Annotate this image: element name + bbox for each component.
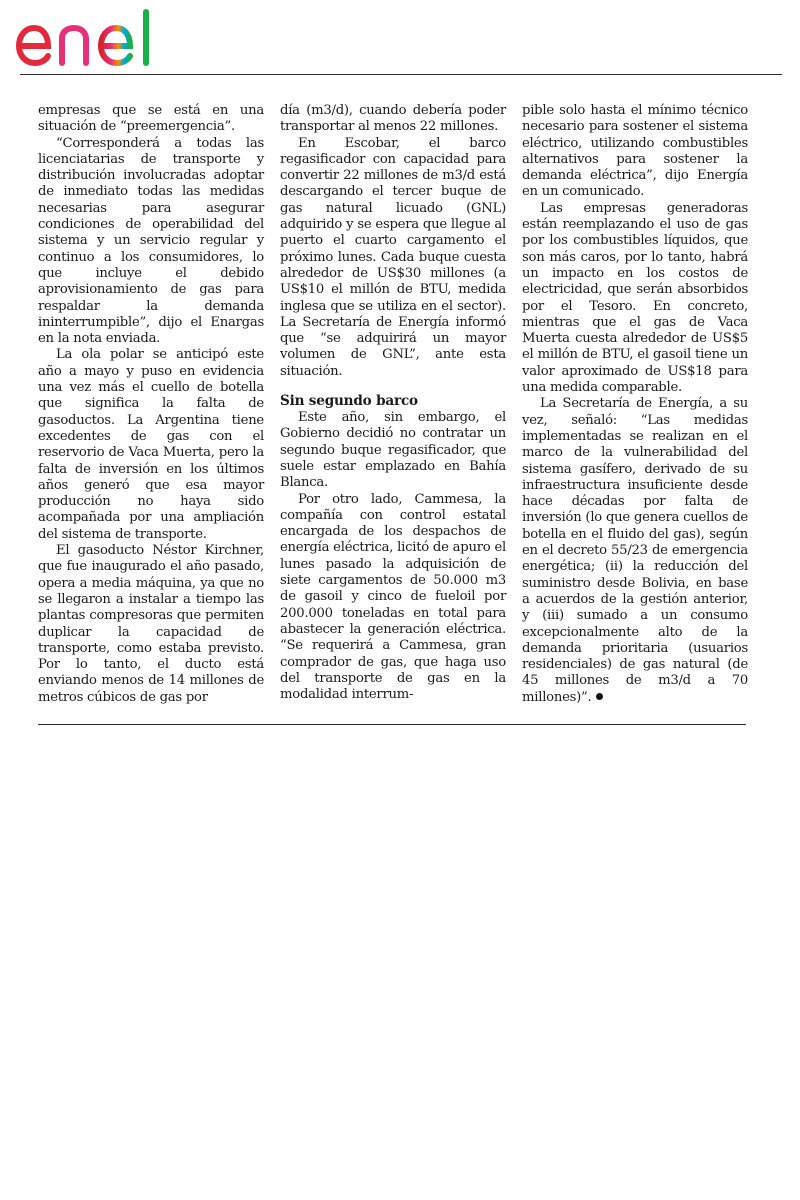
paragraph — [522, 396, 748, 706]
column-3 — [522, 103, 748, 706]
paragraph: Este año, sin embargo, el Gobierno decidió no contratar un segundo buque regasificador, que suele estar emplazado en Bahía Blanca. — [280, 410, 506, 491]
paragraph: Por otro lado, Cammesa, la compañía con control estatal encargada de los despachos de energía eléctrica, licitó de apuro el lunes pasado la adquisición de siete cargamentos de 50.000 m3 de gasoil y cinco de fueloil por 200.000 toneladas en total para abastecer la generación eléctrica. “Se requerirá a Cammesa, gran comprador de gas, que haga uso del transporte de gas en la modalidad interrum- — [280, 491, 506, 703]
paragraph: La ola polar se anticipó este año a mayo y puso en evidencia una vez más el cuello de botella que significa la falta de gasoductos. La Argentina tiene excedentes de gas con el reservorio de Vaca Muerta, pero la falta de inversión en los últimos años generó que esa mayor producción no haya sido acompañada por una ampliación del sistema de transporte. — [38, 347, 264, 542]
paragraph: “Corresponderá a todas las licenciatarias de transporte y distribución involucradas adoptar de inmediato todas las medidas necesarias para asegurar condiciones de operabilidad del sistema y un servicio regular y continuo a los consumidores, lo que incluye el debido aprovisionamiento de gas para respaldar la demanda ininterrumpible”, dijo el Enargas en la nota enviada. — [38, 135, 264, 347]
article-body — [38, 103, 748, 705]
column-1 — [38, 103, 264, 706]
column-2 — [280, 103, 506, 703]
subheading: Sin segundo barco — [280, 393, 418, 410]
header-divider — [20, 74, 782, 75]
paragraph: En Escobar, el barco regasificador con capacidad para convertir 22 millones de m3/d está descargando el tercer buque de gas natural licuado (GNL) adquirido y se espera que llegue al puerto el cuarto cargamento el próximo lunes. Cada buque cuesta alrededor de US$30 millones (a US$10 el millón de BTU, medida inglesa que se utiliza en el sector). La Secretaría de Energía informó que “se adquirirá un mayor volumen de GNL”, ante esta situación. — [280, 135, 506, 379]
paragraph: día (m3/d), cuando debería poder transportar al menos 22 millones. — [280, 103, 506, 135]
logo-text — [14, 6, 184, 68]
bottom-divider — [38, 724, 746, 725]
paragraph: Las empresas generadoras están reemplazando el uso de gas por los combustibles líquidos, que son más caros, por lo tanto, habrá un impacto en los costos de electricidad, que serán absorbidos por el Tesoro. En concreto, mientras que el gas de Vaca Muerta cuesta alrededor de US$5 el millón de BTU, el gasoil tiene un valor aproximado de US$18 para una medida comparable. — [522, 200, 748, 396]
enel-logo — [14, 6, 184, 68]
end-of-article-icon — [596, 693, 603, 700]
paragraph: El gasoducto Néstor Kirchner, que fue inaugurado el año pasado, opera a media máquina, ya que no se llegaron a instalar a tiempo las plantas compresoras que permiten duplicar la capacidad de transporte, como estaba previsto. Por lo tanto, el ducto está enviando menos de 14 millones de metros cúbicos de gas por — [38, 543, 264, 705]
paragraph-text: La Secretaría de Energía, a su vez, señaló: “Las medidas implementadas se realizan en el marco de la vulnerabilidad del sistema gasífero, derivado de su infraestructura insuficiente desde hace décadas por falta de inversión (lo que genera cuellos de botella en el fluido del gas), según en el decreto 55/23 de emergencia energética; (ii) la reducción del suministro desde Bolivia, en base a acuerdos de la gestión anterior, y (iii) sumado a un consumo excepcionalmente alto de la demanda prioritaria (usuarios residenciales) de gas natural (de 45 millones de m3/d a 70 millones)”. — [522, 396, 748, 705]
page-header — [0, 0, 800, 76]
paragraph: empresas que se está en una situación de “preemergencia”. — [38, 103, 264, 135]
paragraph: pible solo hasta el mínimo técnico necesario para sostener el sistema eléctrico, utilizando combustibles alternativos para sostener la demanda eléctrica”, dijo Energía en un comunicado. — [522, 103, 748, 200]
